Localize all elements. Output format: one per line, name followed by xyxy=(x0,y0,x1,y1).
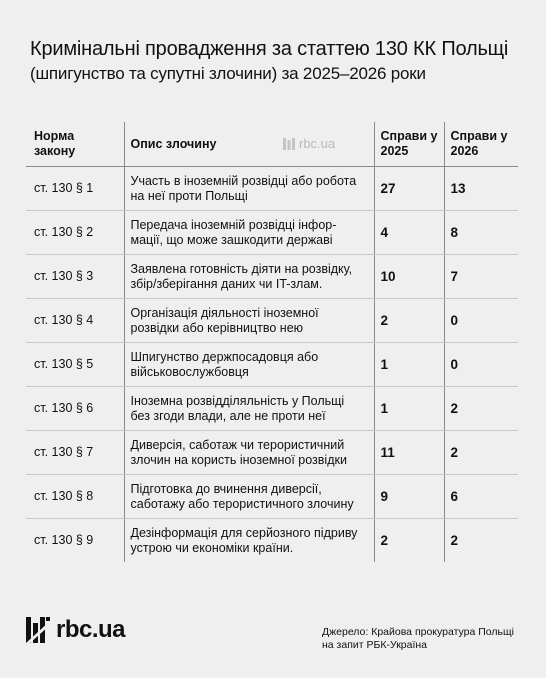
norm-cell: ст. 130 § 7 xyxy=(26,431,124,475)
header-description: Опис злочину xyxy=(124,122,374,167)
description-cell xyxy=(124,299,374,343)
cases-2026-cell: 2 xyxy=(444,519,518,563)
norm-cell: ст. 130 § 1 xyxy=(26,167,124,211)
norm-cell: ст. 130 § 5 xyxy=(26,343,124,387)
cases-2026-cell: 2 xyxy=(444,387,518,431)
description-line: військовослужбовця xyxy=(130,364,249,379)
header-norm: Норма закону xyxy=(26,122,124,167)
cases-2026-cell: 0 xyxy=(444,299,518,343)
cases-2026-cell: 2 xyxy=(444,431,518,475)
norm-cell: ст. 130 § 9 xyxy=(34,533,94,547)
header-cases-2025: Справи у 2025 xyxy=(374,122,444,167)
description-line: злочин на користь іноземної розвідки xyxy=(130,452,347,467)
description-line: збір/зберігання даних чи IT-злам. xyxy=(130,276,323,291)
table-row xyxy=(26,387,518,431)
cases-2025-cell: 4 xyxy=(374,211,444,255)
description-line: Передача іноземній розвідці інфор- xyxy=(130,217,337,232)
cases-2025-cell: 9 xyxy=(374,475,444,519)
description-cell xyxy=(124,255,374,299)
description-line: Підготовка до вчинення диверсії, xyxy=(130,481,322,496)
description-line: Організація діяльності іноземної xyxy=(130,305,319,320)
cases-2025-cell: 2 xyxy=(374,299,444,343)
description-cell xyxy=(124,167,374,211)
logo-text: rbc.ua xyxy=(56,616,126,643)
header-cases-2026: Справи у 2026 xyxy=(444,122,518,167)
table-row xyxy=(26,431,518,475)
source-line-1: Джерело: Крайова прокуратура Польщі xyxy=(322,626,514,638)
chart-subtitle: (шпигунство та супутні злочини) за 2025–2026 роки xyxy=(30,64,426,83)
norm-cell: ст. 130 § 3 xyxy=(26,255,124,299)
watermark-text: rbc.ua xyxy=(299,136,336,151)
cases-2025-cell: 27 xyxy=(374,167,444,211)
description-line: Шпигунство держпосадовця або xyxy=(130,349,319,364)
cases-2026-cell: 0 xyxy=(444,343,518,387)
cases-2026-cell: 13 xyxy=(444,167,518,211)
description-cell xyxy=(124,343,374,387)
description-cell xyxy=(124,387,374,431)
description-line: Участь в іноземній розвідці або робота xyxy=(130,173,357,188)
chart-title: Кримінальні провадження за статтею 130 КК Польщі xyxy=(30,38,509,60)
table-row xyxy=(26,299,518,343)
cases-2025-cell: 10 xyxy=(374,255,444,299)
cases-2025-cell: 11 xyxy=(374,431,444,475)
description-line: мації, що може зашкодити державі xyxy=(130,232,333,247)
table-row xyxy=(26,343,518,387)
table-row xyxy=(26,211,518,255)
rbc-logo xyxy=(26,616,125,644)
description-cell xyxy=(124,211,374,255)
table-row xyxy=(26,475,518,519)
table-header-row xyxy=(26,122,518,167)
description-cell xyxy=(124,431,374,475)
description-line: Дезінформація для серйозного підриву xyxy=(130,525,358,540)
source-line-2: на запит РБК-Україна xyxy=(322,639,428,651)
cases-2026-cell: 8 xyxy=(444,211,518,255)
table-row xyxy=(26,255,518,299)
rbc-logo-icon xyxy=(26,617,50,643)
description-cell xyxy=(124,475,374,519)
description-cell xyxy=(124,519,374,563)
table-row xyxy=(26,519,518,563)
table-row xyxy=(26,167,518,211)
cases-2026-cell: 6 xyxy=(444,475,518,519)
norm-cell: ст. 130 § 6 xyxy=(26,387,124,431)
description-line: на неї проти Польщі xyxy=(130,188,248,203)
cases-2025-cell: 1 xyxy=(374,343,444,387)
cases-2025-cell: 1 xyxy=(374,387,444,431)
description-line: саботажу або терористичного злочину xyxy=(130,496,354,511)
norm-cell: ст. 130 § 4 xyxy=(26,299,124,343)
cases-2025-cell: 2 xyxy=(374,519,444,563)
cases-2026-cell: 7 xyxy=(444,255,518,299)
description-line: Заявлена готовність діяти на розвідку, xyxy=(130,261,353,276)
norm-cell: ст. 130 § 8 xyxy=(26,475,124,519)
description-line: розвідки або керівництво нею xyxy=(130,320,304,335)
source-note xyxy=(322,626,532,652)
description-line: Іноземна розвідділяльність у Польщі xyxy=(130,393,345,408)
description-line: устрою чи економіки країни. xyxy=(130,540,294,555)
norm-cell: ст. 130 § 2 xyxy=(26,211,124,255)
cases-table xyxy=(26,122,518,562)
description-line: Диверсія, саботаж чи терористичний xyxy=(130,437,345,452)
description-line: без згоди влади, але не проти неї xyxy=(130,408,326,423)
